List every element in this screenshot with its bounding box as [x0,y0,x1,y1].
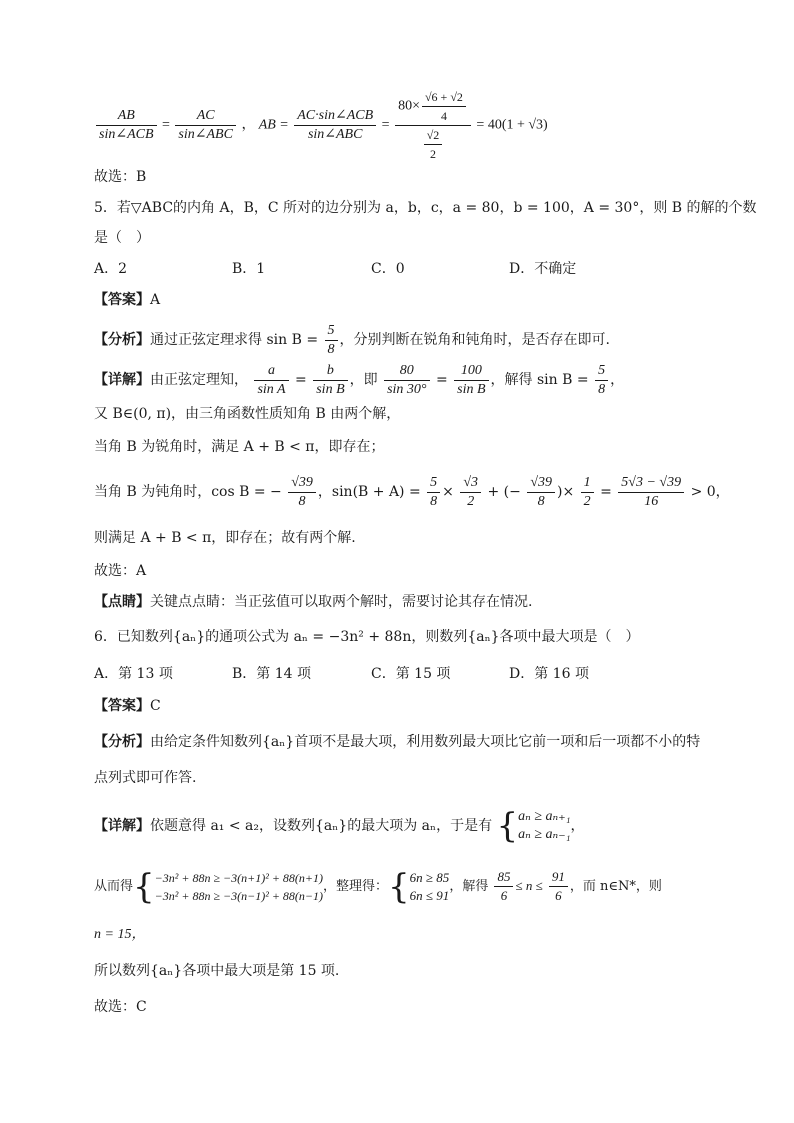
equation-system: aₙ ≥ aₙ₊₁ aₙ ≥ aₙ₋₁ [518,809,571,842]
q5-line2: 是（ ） [94,230,150,246]
q5-option-b: B．1 [232,261,266,277]
q5-option-a: A．2 [94,261,128,277]
q5-option-d: D．不确定 [509,261,577,277]
q6-option-a: A．第 13 项 [94,666,173,682]
q5-conclude: 则满足 A + B < π，即存在；故有两个解. [94,530,356,546]
q6-analysis-1: 【分析】由给定条件知数列{aₙ}首项不是最大项，利用数列最大项比它前一项和后一项都不小的特 [94,734,701,750]
q6-detail: 【详解】依题意得 a₁ < a₂，设数列{aₙ}的最大项为 aₙ，于是有 { aₙ ≥ aₙ₊₁ aₙ ≥ aₙ₋₁ ， [94,806,585,846]
q5-line1: 5．若▽ABC的内角 A，B，C 所对的边分别为 a，b，c，a = 80，b = 100，A = 30°，则 B 的解的个数 [94,200,757,216]
q6-from: 从而得{ −3n² + 88n ≥ −3(n+1)² + 88(n+1) −3n² + 88n ≥ −3(n−1)² + 88(n−1) ，整理得：{ 6n ≥ 85 6n ≤ 91 ，解得 $\frac{85}{6}$ ≤ n ≤ $\frac{91}{6}$ ，而 n∈N*，则 [94,866,662,907]
compound-fraction: 80× $\frac{√6 + √2}{4}$ $\frac{√2}{2}$ [395,88,471,163]
q6-option-b: B．第 14 项 [232,666,312,682]
q5-detail: 【详解】由正弦定理知， $\frac{a}{\text{sin A}}$ = $\frac{b}{\text{sin B}}$ ，即 $\frac{80}{\sin 30^\circ}$ = $\frac{100}{\text{sin B}}$ ，解得 sin B = $\frac{5}{8}$ ， [94,362,625,397]
q6-line1: 6．已知数列{aₙ}的通项公式为 aₙ = −3n² + 88n，则数列{aₙ}各项中最大项是（ ） [94,629,640,645]
equation-system: 6n ≥ 85 6n ≤ 91 [409,869,450,903]
equation-system: −3n² + 88n ≥ −3(n+1)² + 88(n+1) −3n² + 88n ≥ −3(n−1)² + 88(n−1) [154,870,324,903]
q6-final: 故选：C [94,999,147,1015]
q6-analysis-2: 点列式即可作答. [94,770,197,786]
q6-answer: 【答案】C [94,698,161,714]
q5-option-c: C．0 [371,261,405,277]
q6-option-c: C．第 15 项 [371,666,451,682]
fraction: $\frac{AC}{\text{sin∠ABC}}$ [175,107,236,144]
top-formula: $\frac{AB}{\text{sin∠ACB}}$ = $\frac{AC}{\text{sin∠ABC}}$ ， AB = $\frac{\text{AC·sin∠ACB}}{\text{sin∠ABC}}$ = 80× $\frac{√6 + √2}{4}$ $\frac{√2}{2}$ = 40(1 + √3) [94,88,548,163]
q6-option-d: D．第 16 项 [509,666,589,682]
q5-tip: 【点睛】关键点点睛：当正弦值可以取两个解时，需要讨论其存在情况. [94,594,533,610]
q5-acute: 当角 B 为锐角时，满足 A + B < π，即存在； [94,439,385,455]
q5-range: 又 B∈(0, π)，由三角函数性质知角 B 由两个解， [94,406,401,422]
q5-answer: 【答案】A [94,292,161,308]
q5-analysis: 【分析】通过正弦定理求得 sin B = $\frac{5}{8}$ ，分别判断在锐角和钝角时，是否存在即可. [94,322,610,357]
q6-n: n = 15， [94,927,146,942]
q6-so: 所以数列{aₙ}各项中最大项是第 15 项. [94,963,340,979]
fraction: $\frac{\text{AC·sin∠ACB}}{\text{sin∠ABC}}$ [294,107,376,144]
fraction: $\frac{AB}{\text{sin∠ACB}}$ [96,107,157,144]
q5-obtuse: 当角 B 为钝角时，cos B = − $\frac{√39}{8}$ ，sin(B + A) = $\frac{5}{8}$ × $\frac{√3}{2}$ + (− $\frac{√39}{8}$ )× $\frac{1}{2}$ = $\frac{5√3 - √39}{16}$ > 0， [94,474,730,509]
answer-b: 故选：B [94,169,147,185]
q5-final: 故选：A [94,563,147,579]
